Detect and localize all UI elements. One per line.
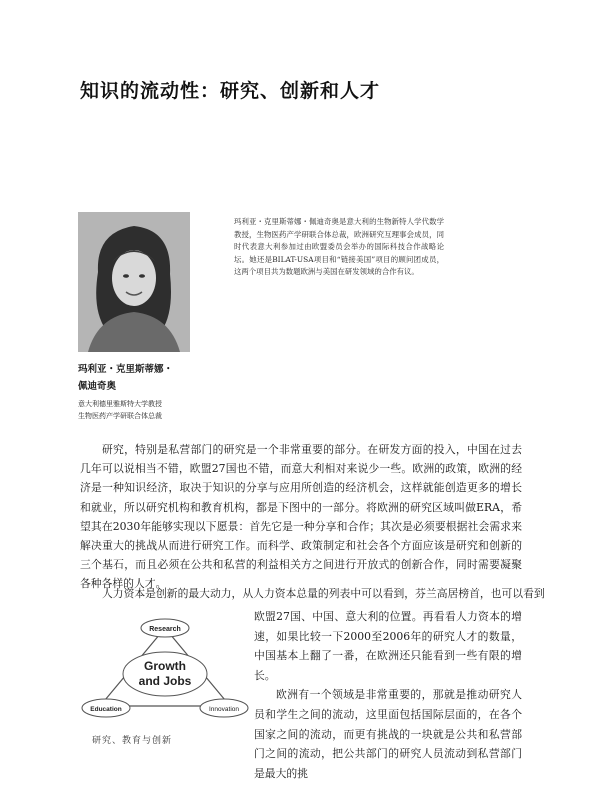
body-paragraph-1: 研究，特别是私营部门的研究是一个非常重要的部分。在研发方面的投入，中国在过去几年可以说相当不错，欧盟27国也不错，而意大利相对来说少一些。欧洲的政策，欧洲的经济是一种知识经济，取决于知识的分享与应用所创造的经济机会，这样就能创造更多的增长和就业，所以研究机构和教育机构，都是下图中的一部分。将欧洲的研究区域叫做ERA，希望其在2030年能够实现以下愿景：首先它是一种分享和合作；其次是必须要根据社会需求来解决重大的挑战从而进行研究工作。而科学、政策制定和社会各个方面应该是研究和创新的三个基石，而且必须在公共和私营的利益相关方之间进行开放式的创新合作，同时需要凝聚各种各样的人才。 [80,443,522,591]
diagram-label-education: Education [90,706,122,713]
diagram-label-innovation: Innovation [209,706,239,713]
growth-diagram [80,614,250,724]
diagram-label-research: Research [149,626,181,633]
author-role-line1: 意大利德里雅斯特大学教授 [78,400,162,408]
right-column-para-a: 欧盟27国、中国、意大利的位置。再看看人力资本的增速，如果比较一下2000至2006年的研究人才的数量，中国基本上翻了一番，在欧洲还只能看到一些有限的增长。 [254,610,522,682]
author-name [78,361,173,395]
author-name-line2: 佩迪奇奥 [78,381,117,392]
author-role [78,399,162,422]
diagram-caption: 研究、教育与创新 [92,736,173,746]
body-paragraph-2: 人力资本是创新的最大动力，从人力资本总量的列表中可以看到，芬兰高居榜首，也可以看到 [102,587,545,600]
diagram-center-line2: and Jobs [138,674,192,688]
author-name-line1: 玛利亚・克里斯蒂娜・ [78,364,174,375]
author-photo [78,212,190,352]
author-role-line2: 生物医药产学研联合体总裁 [78,411,162,420]
portrait-image [78,212,190,352]
diagram-center-line1: Growth [144,659,186,673]
article-title: 知识的流动性：研究、创新和人才 [80,80,381,102]
right-column-para-b: 欧洲有一个领域是非常重要的，那就是推动研究人员和学生之间的流动，这里面包括国际层面的，在各个国家之间的流动，而更有挑战的一块就是公共和私营部门之间的流动，把公共部门的研究人员流动到私营部门是最大的挑 [254,688,522,780]
right-column-text [254,607,522,783]
author-bio: 玛利亚・克里斯蒂娜・佩迪奇奥是意大利的生物新特人学代数学教授，生物医药产学研联合体总裁，欧洲研究互理事会成员，同时代表意大利参加过由欧盟委员会举办的国际科技合作战略论坛。她还是BILAT-USA项目和“链接美国”项目的顾问团成员，这两个项目共为数题欧洲与美国在研发领域的合作有议。 [234,217,444,277]
